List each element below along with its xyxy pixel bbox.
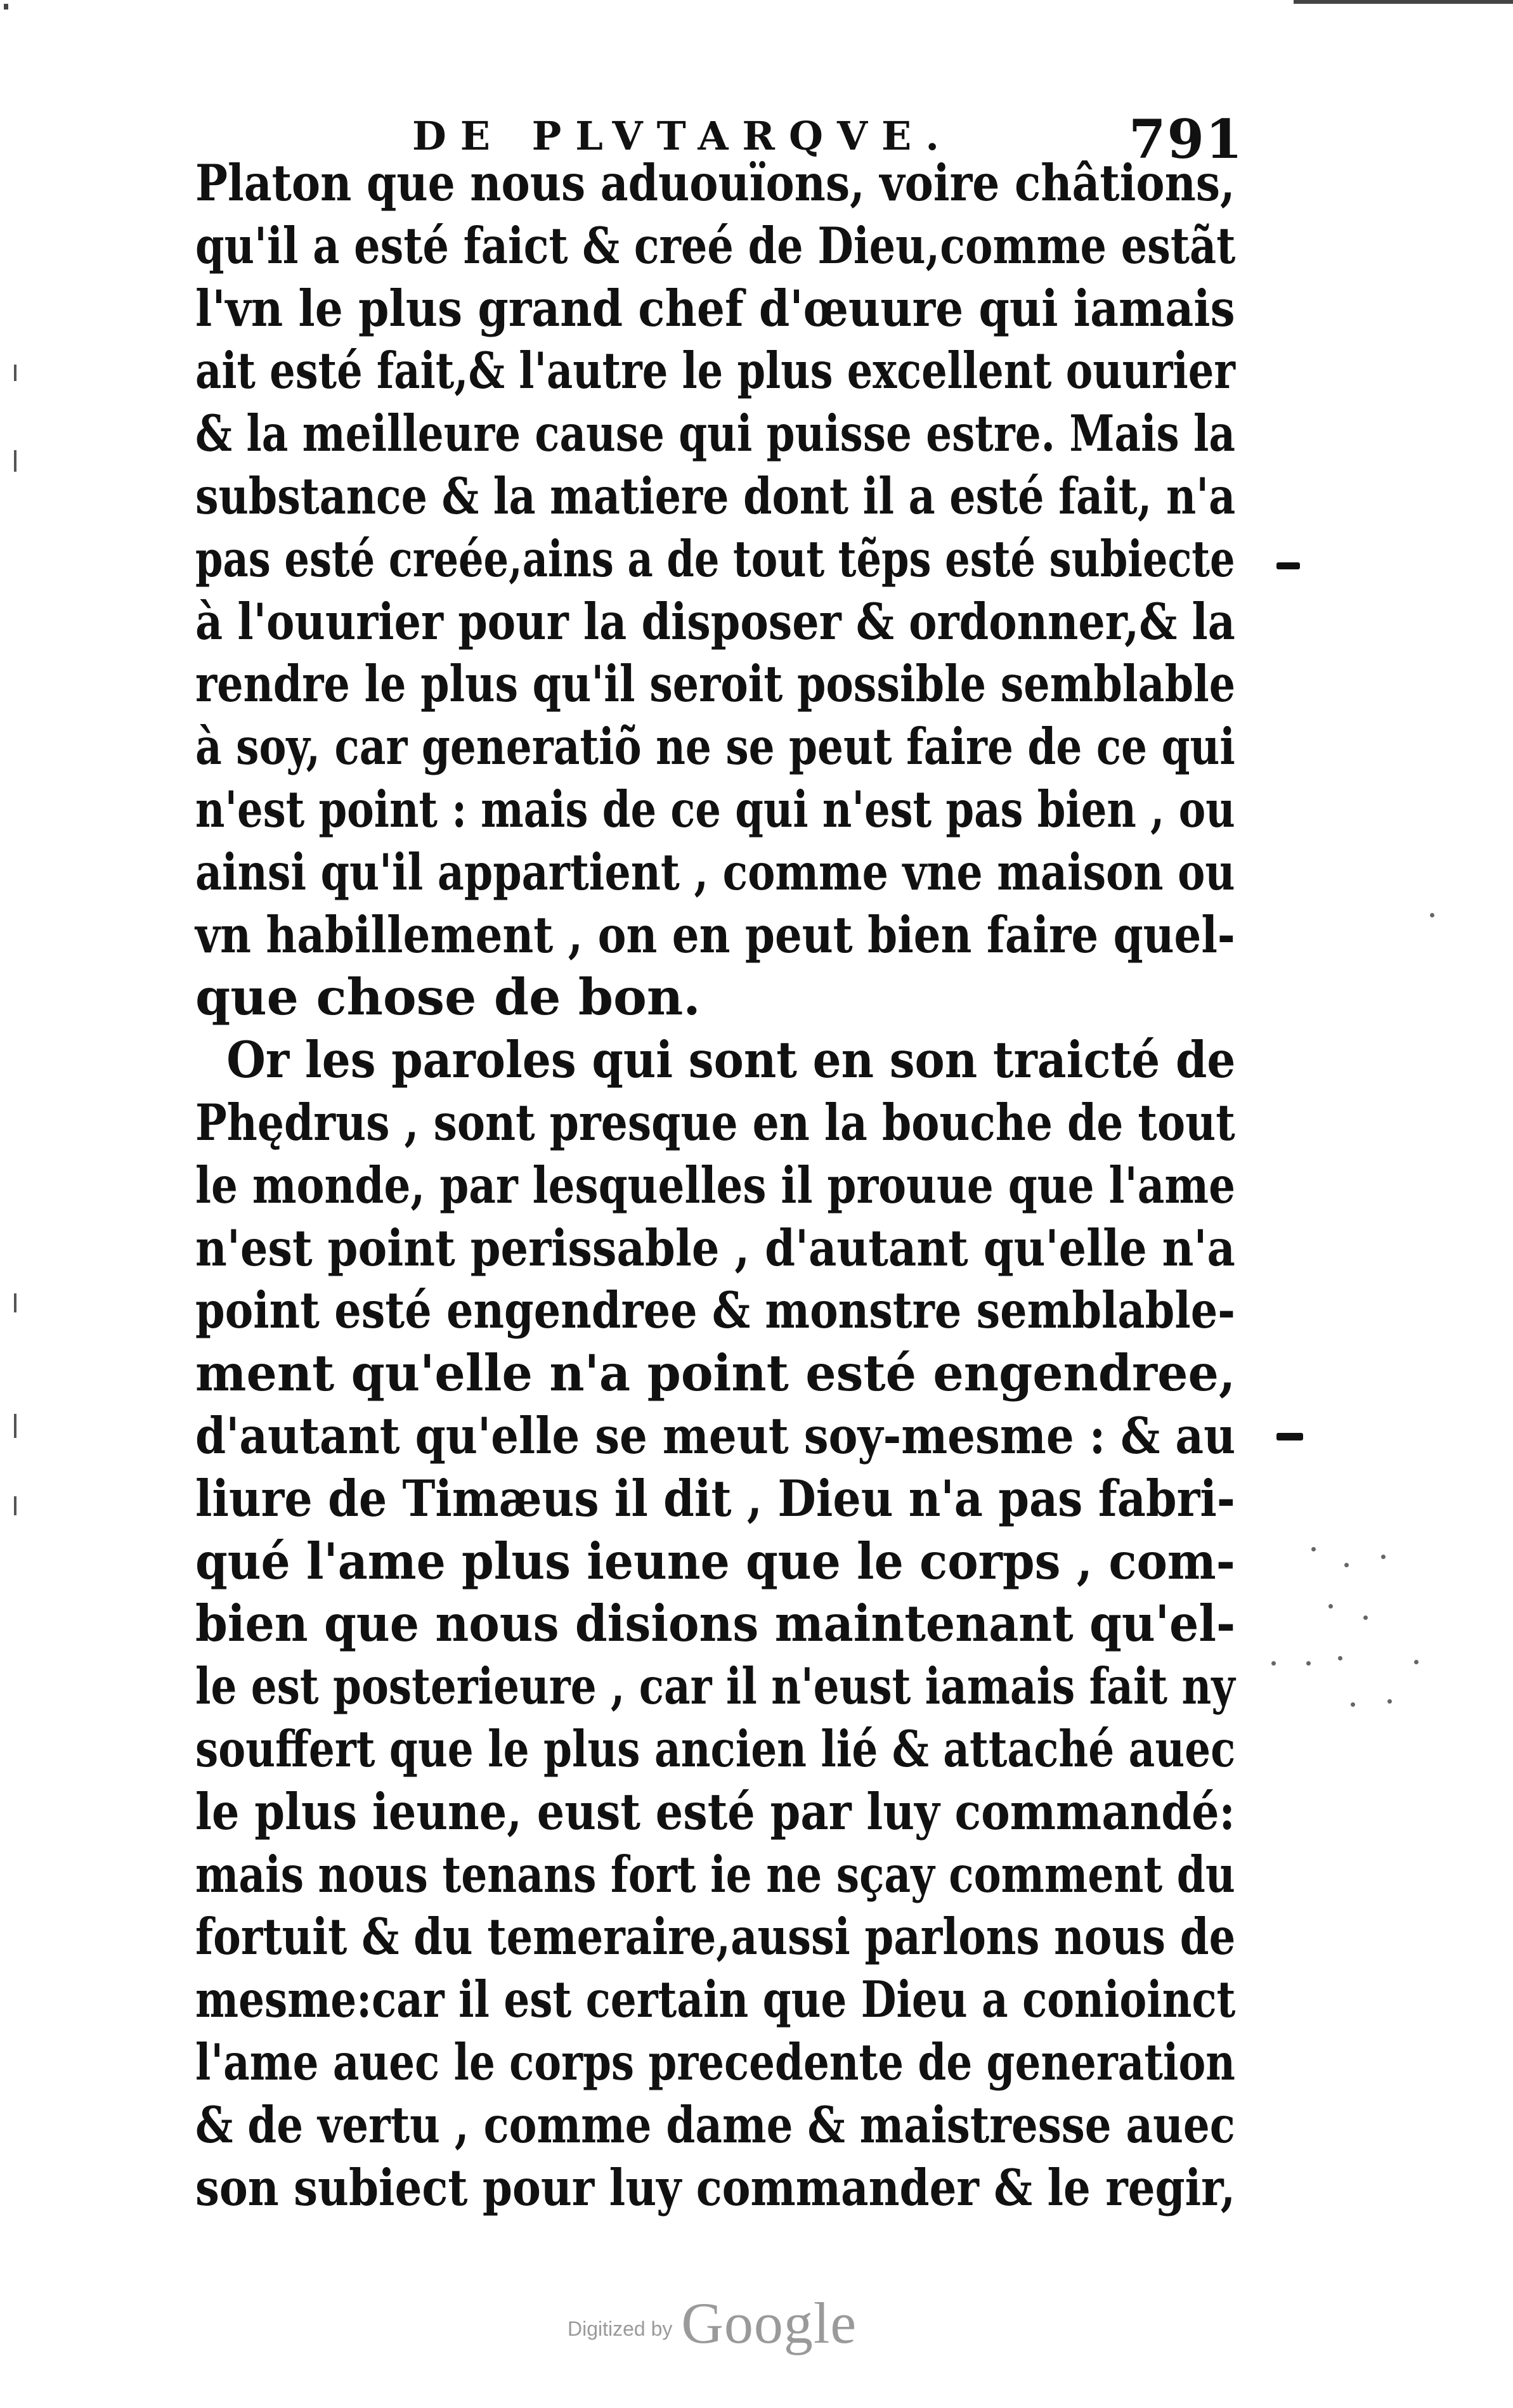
- text-line: pas esté creée,ains a de tout tẽps esté subiecte: [195, 529, 1235, 588]
- text-line: mais nous tenans fort ie ne sçay comment du: [195, 1844, 1235, 1904]
- ink-speckle: [1306, 1661, 1311, 1666]
- gutter-mark: [14, 1414, 16, 1438]
- text-line: n'est point perissable , d'autant qu'elle n'a: [195, 1218, 1235, 1278]
- ink-speckle: [1381, 1555, 1386, 1559]
- google-watermark: [568, 2282, 857, 2355]
- google-logo: Google: [681, 2291, 857, 2355]
- text-line: ainsi qu'il appartient , comme vne maison ou: [195, 842, 1235, 902]
- gutter-mark: [14, 450, 16, 472]
- gutter-mark: [14, 365, 16, 381]
- running-title: DE PLVTARQVE.: [412, 113, 953, 159]
- gutter-mark: [14, 1496, 16, 1515]
- text-line: à l'ouurier pour la disposer & ordonner,& la: [195, 592, 1235, 651]
- text-line: ment qu'elle n'a point esté engendree,: [195, 1343, 1236, 1403]
- text-line: Or les paroles qui sont en son traicté de: [226, 1030, 1236, 1090]
- ink-speckle: [1414, 1660, 1419, 1664]
- text-line: n'est point : mais de ce qui n'est pas bien , ou: [195, 779, 1235, 839]
- text-line: liure de Timæus il dit , Dieu n'a pas fabri-: [195, 1468, 1235, 1528]
- text-line: Phędrus , sont presque en la bouche de tout: [195, 1092, 1235, 1152]
- text-line: son subiect pour luy commander & le regir,: [195, 2158, 1236, 2217]
- margin-dash-mark: [1276, 1433, 1303, 1440]
- page-edge-line: [1294, 0, 1513, 4]
- text-line: fortuit & du temeraire,aussi parlons nous de: [195, 1907, 1236, 1967]
- ink-speckle: [1387, 1699, 1392, 1704]
- text-line: mesme:car il est certain que Dieu a conioinct: [195, 1970, 1236, 2029]
- ink-speckle: [1328, 1604, 1333, 1609]
- text-line: d'autant qu'elle se meut soy-mesme : & au: [195, 1406, 1236, 1465]
- ink-speckle: [1363, 1615, 1368, 1620]
- watermark-prefix: Digitized by: [568, 2317, 673, 2340]
- body-text: [195, 152, 1235, 2219]
- text-line: point esté engendree & monstre semblable-: [195, 1281, 1235, 1340]
- text-line: rendre le plus qu'il seroit possible semblable: [195, 654, 1236, 714]
- page-number: 791: [1129, 108, 1244, 171]
- text-line: bien que nous disions maintenant qu'el-: [195, 1594, 1236, 1654]
- text-line: & la meilleure cause qui puisse estre. Mais la: [195, 404, 1236, 463]
- ink-speckle: [1338, 1656, 1342, 1660]
- ink-speckle: [1351, 1702, 1355, 1707]
- text-line: souffert que le plus ancien lié & attaché auec: [195, 1719, 1236, 1778]
- ink-speckle: [1430, 913, 1434, 917]
- text-line: le monde, par lesquelles il prouue que l'ame: [195, 1155, 1236, 1215]
- text-line: à soy, car generatiõ ne se peut faire de ce qui: [195, 717, 1235, 777]
- text-line: l'vn le plus grand chef d'œuure qui iamais: [195, 278, 1235, 338]
- margin-dash-mark: [1276, 562, 1300, 569]
- ink-speckle: [1344, 1563, 1349, 1567]
- gutter-mark: [14, 1293, 16, 1312]
- ink-speckle: [1311, 1547, 1316, 1551]
- text-line: qué l'ame plus ieune que le corps , com-: [195, 1531, 1235, 1591]
- text-line: & de vertu , comme dame & maistresse auec: [195, 2095, 1235, 2154]
- corner-mark: [4, 4, 8, 10]
- text-line: le est posterieure , car il n'eust iamais fait ny: [195, 1657, 1235, 1716]
- text-line: le plus ieune, eust esté par luy commandé:: [195, 1782, 1235, 1841]
- text-line: que chose de bon.: [195, 968, 701, 1027]
- text-line: substance & la matiere dont il a esté fait, n'a: [195, 466, 1236, 526]
- text-line: l'ame auec le corps precedente de generation: [195, 2032, 1235, 2092]
- text-line: vn habillement , on en peut bien faire quel-: [195, 905, 1235, 964]
- text-line: qu'il a esté faict & creé de Dieu,comme estãt: [195, 216, 1236, 275]
- ink-speckle: [1271, 1661, 1276, 1666]
- text-line: Platon que nous aduouïons, voire châtions,: [195, 153, 1235, 212]
- text-line: ait esté fait,& l'autre le plus excellent ouurier: [195, 341, 1235, 401]
